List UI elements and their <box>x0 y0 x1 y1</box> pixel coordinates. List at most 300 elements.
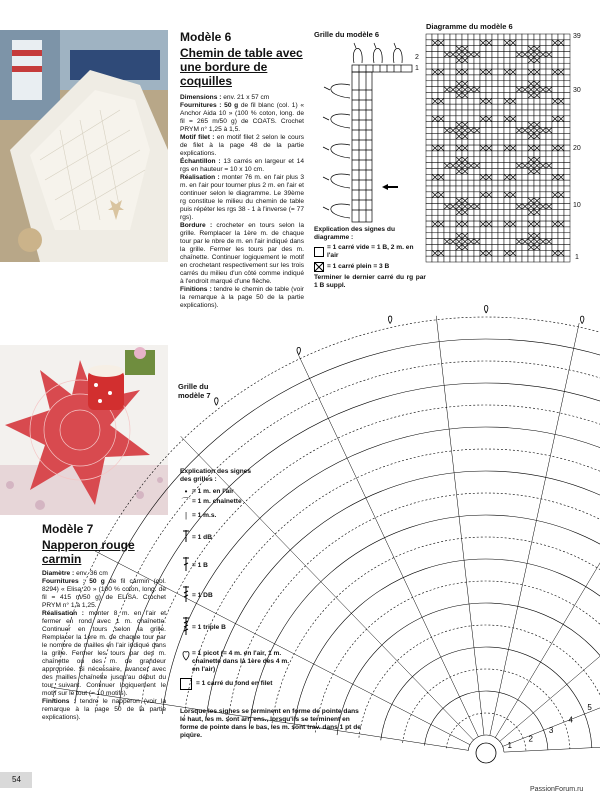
filet-cell <box>498 69 504 75</box>
filet-cell <box>510 122 516 128</box>
filet-cell <box>510 221 516 227</box>
filet-cell <box>504 174 510 180</box>
filet-cell <box>486 174 492 180</box>
filet-cell <box>498 75 504 81</box>
filet-cell <box>522 215 528 221</box>
filet-cell <box>474 40 480 46</box>
filet-cell <box>540 180 546 186</box>
filet-cell <box>522 174 528 180</box>
filet-cell <box>480 244 486 250</box>
picot-mark <box>297 347 300 355</box>
filet-cell <box>468 116 474 122</box>
filet-cell <box>438 46 444 52</box>
filet-cell <box>462 209 468 215</box>
filet-cell <box>480 128 486 134</box>
filet-cell <box>426 133 432 139</box>
filet-cell <box>462 116 468 122</box>
filet-cell <box>504 110 510 116</box>
filet-cell <box>504 180 510 186</box>
filet-cell <box>546 204 552 210</box>
filet-cell <box>426 204 432 210</box>
filet-cell <box>510 128 516 134</box>
legend-dc-text: = 1 B <box>192 561 208 569</box>
filet-cell <box>516 151 522 157</box>
filet-cell <box>510 168 516 174</box>
filet-cell <box>552 81 558 87</box>
filet-cell <box>564 145 570 151</box>
filet-cell <box>564 215 570 221</box>
filet-cell <box>444 163 450 169</box>
filet-cell <box>498 92 504 98</box>
filet-cell <box>546 151 552 157</box>
filet-cell <box>426 250 432 256</box>
filet-cell <box>516 163 522 169</box>
filet-cell <box>450 163 456 169</box>
filet-cell <box>432 168 438 174</box>
filet-cell <box>498 128 504 134</box>
filet-cell <box>558 227 564 233</box>
filet-cell <box>492 145 498 151</box>
filet-cell <box>432 34 438 40</box>
filet-cell <box>498 192 504 198</box>
filet-cell <box>432 198 438 204</box>
picot-mark <box>215 398 218 406</box>
diagram-row-39: 39 <box>573 33 581 40</box>
filet-cell <box>438 180 444 186</box>
filet-cell <box>558 75 564 81</box>
model6-p2-label: Fournitures : 50 g <box>180 102 239 109</box>
legend-filled-text: = 1 carré plein = 3 B <box>327 263 390 270</box>
filet-cell <box>486 204 492 210</box>
round-arc <box>359 625 600 747</box>
filet-cell <box>558 209 564 215</box>
filet-cell <box>486 128 492 134</box>
filet-cell <box>522 75 528 81</box>
filet-cell <box>486 180 492 186</box>
model6-p7-text: tendre le chemin de table (voir la remarque à la page 50 de la partie explications). <box>180 286 304 309</box>
model7-text <box>42 522 166 722</box>
filet-cell <box>510 34 516 40</box>
filet-cell <box>516 116 522 122</box>
diagram-row-10: 10 <box>573 202 581 209</box>
filet-cell <box>528 239 534 245</box>
filet-cell <box>564 40 570 46</box>
filet-cell <box>552 122 558 128</box>
filet-cell <box>474 145 480 151</box>
filet-cell <box>498 87 504 93</box>
filet-cell <box>480 69 486 75</box>
filet-cell <box>444 209 450 215</box>
filet-cell <box>552 174 558 180</box>
round-arc <box>468 735 504 752</box>
filet-cell <box>474 180 480 186</box>
filet-cell <box>480 40 486 46</box>
filet-cell <box>432 163 438 169</box>
filet-cell <box>546 69 552 75</box>
filet-cell <box>564 239 570 245</box>
filet-cell <box>522 69 528 75</box>
filet-cell <box>462 63 468 69</box>
filet-cell <box>474 192 480 198</box>
filet-cell <box>438 63 444 69</box>
filet-cell <box>432 81 438 87</box>
filet-cell <box>540 40 546 46</box>
filet-cell <box>444 98 450 104</box>
round-arc <box>337 603 600 746</box>
filet-cell <box>504 104 510 110</box>
round-arc <box>381 647 592 751</box>
filet-cell <box>426 157 432 163</box>
filet-cell <box>534 110 540 116</box>
filet-cell <box>552 98 558 104</box>
filet-cell <box>510 180 516 186</box>
filet-cell <box>522 256 528 262</box>
filet-cell <box>558 69 564 75</box>
filet-cell <box>522 92 528 98</box>
filet-cell <box>510 104 516 110</box>
model6-p4-text: 13 carrés en largeur et 14 rgs en hauteur = 10 x 10 cm. <box>180 158 304 173</box>
filet-cell <box>504 168 510 174</box>
filet-cell <box>492 192 498 198</box>
filet-cell <box>528 110 534 116</box>
filet-cell <box>498 57 504 63</box>
filet-cell <box>468 57 474 63</box>
filet-cell <box>558 174 564 180</box>
filet-cell <box>492 198 498 204</box>
filet-cell <box>552 92 558 98</box>
filet-cell <box>432 133 438 139</box>
filet-cell <box>444 87 450 93</box>
filet-cell <box>462 244 468 250</box>
filet-cell <box>546 40 552 46</box>
filet-cell <box>546 122 552 128</box>
filet-cell <box>540 239 546 245</box>
filet-cell <box>516 75 522 81</box>
filet-cell <box>462 198 468 204</box>
filet-cell <box>474 104 480 110</box>
filet-cell <box>450 250 456 256</box>
filet-cell <box>516 128 522 134</box>
filet-cell <box>426 239 432 245</box>
filet-cell <box>426 98 432 104</box>
filet-cell <box>492 63 498 69</box>
filet-cell <box>480 204 486 210</box>
filet-cell <box>534 256 540 262</box>
filet-cell <box>450 244 456 250</box>
filet-cell <box>444 180 450 186</box>
filet-cell <box>528 92 534 98</box>
filet-cell <box>528 133 534 139</box>
filet-cell <box>456 139 462 145</box>
filet-cell <box>474 233 480 239</box>
filet-cell <box>522 204 528 210</box>
filet-cell <box>552 198 558 204</box>
model6-p3-text: en motif filet 2 selon le cours de filet à la page 48 de la partie explications. <box>180 134 304 157</box>
filet-cell <box>564 122 570 128</box>
filet-cell <box>480 98 486 104</box>
filet-cell <box>528 215 534 221</box>
filet-cell <box>438 34 444 40</box>
filet-cell <box>528 139 534 145</box>
filet-cell <box>546 174 552 180</box>
filet-cell <box>438 151 444 157</box>
filet-cell <box>480 133 486 139</box>
filet-cell <box>492 256 498 262</box>
filet-cell <box>468 40 474 46</box>
filet-cell <box>504 57 510 63</box>
filet-cell <box>498 122 504 128</box>
filet-cell <box>516 104 522 110</box>
filet-cell <box>486 192 492 198</box>
filet-cell <box>444 104 450 110</box>
filet-cell <box>540 133 546 139</box>
filet-cell <box>558 98 564 104</box>
filet-cell <box>462 227 468 233</box>
filet-cell <box>426 128 432 134</box>
filet-cell <box>504 87 510 93</box>
filet-cell <box>432 250 438 256</box>
filet-cell <box>558 145 564 151</box>
filet-cell <box>534 46 540 52</box>
filet-cell <box>462 57 468 63</box>
filet-cell <box>462 250 468 256</box>
filet-cell <box>450 104 456 110</box>
filet-cell <box>552 250 558 256</box>
filet-cell <box>432 57 438 63</box>
filet-cell <box>426 63 432 69</box>
filet-cell <box>546 34 552 40</box>
filet-cell <box>474 227 480 233</box>
filet-cell <box>480 227 486 233</box>
filet-cell <box>528 104 534 110</box>
filet-cell <box>534 40 540 46</box>
filet-cell <box>540 157 546 163</box>
filet-cell <box>540 198 546 204</box>
filet-cell <box>558 244 564 250</box>
filet-cell <box>522 40 528 46</box>
legend-filet-text: = 1 carré du fond en filet <box>196 680 273 687</box>
filet-cell <box>504 92 510 98</box>
model7-p1-label: Diamètre : <box>42 570 75 577</box>
filet-cell <box>432 221 438 227</box>
filet-cell <box>426 221 432 227</box>
filet-cell <box>558 128 564 134</box>
filet-cell <box>486 256 492 262</box>
filet-cell <box>552 244 558 250</box>
filet-cell <box>468 221 474 227</box>
filet-cell <box>486 110 492 116</box>
filet-cell <box>534 151 540 157</box>
filet-cell <box>546 98 552 104</box>
filet-cell <box>498 221 504 227</box>
filet-cell <box>456 40 462 46</box>
model7-p3-text: monter 8 m. en l'air et fermer en rond avec 1 m. chaînette. Continuer en tours selon la grille. Remplacer la 1ère m. de chaque tour par le nombre de mailles en l'air indiqué dans la grille. Fermer les tours par des m. chaînette ou des m. de grandeur appropriée. Si nécessaire, avancer avec des mailles chaînette jusqu'au début du tour suivant. Continuer logiquement le motif sur le tout (= 10 motifs). <box>42 610 166 697</box>
filet-cell <box>498 46 504 52</box>
filet-cell <box>564 98 570 104</box>
filet-cell <box>510 110 516 116</box>
filet-cell <box>450 69 456 75</box>
filet-cell <box>558 239 564 245</box>
model7-p1-text: env. 36 cm <box>74 570 108 577</box>
filet-cell <box>540 52 546 58</box>
filet-cell <box>558 192 564 198</box>
filet-cell <box>522 46 528 52</box>
filet-cell <box>504 163 510 169</box>
filet-cell <box>456 209 462 215</box>
filet-cell <box>462 87 468 93</box>
filet-cell <box>516 34 522 40</box>
filet-cell <box>456 168 462 174</box>
filet-cell <box>492 133 498 139</box>
filet-cell <box>498 209 504 215</box>
model6-grid-label-2: 2 <box>415 54 419 61</box>
filet-cell <box>510 163 516 169</box>
filet-cell <box>444 40 450 46</box>
filet-cell <box>486 151 492 157</box>
model7-p4-label: Finitions : <box>42 698 76 705</box>
filet-cell <box>462 145 468 151</box>
filet-cell <box>474 98 480 104</box>
filet-cell <box>432 157 438 163</box>
filet-cell <box>468 69 474 75</box>
filet-cell <box>456 87 462 93</box>
filet-cell <box>540 92 546 98</box>
filet-cell <box>498 180 504 186</box>
filet-cell <box>516 145 522 151</box>
model6-text <box>180 30 304 310</box>
filet-cell <box>492 227 498 233</box>
filet-cell <box>552 46 558 52</box>
filet-cell <box>510 227 516 233</box>
filet-cell <box>480 168 486 174</box>
filet-cell <box>528 151 534 157</box>
filet-cell <box>564 34 570 40</box>
filet-cell <box>432 128 438 134</box>
filet-cell <box>468 227 474 233</box>
filet-cell <box>504 63 510 69</box>
filet-cell <box>444 221 450 227</box>
filet-cell <box>528 52 534 58</box>
filet-cell <box>528 186 534 192</box>
filet-cell <box>444 151 450 157</box>
filet-cell <box>540 168 546 174</box>
filet-cell <box>528 244 534 250</box>
filet-cell <box>444 198 450 204</box>
filet-cell <box>516 250 522 256</box>
legend-dtr-text: = 1 triple B <box>192 623 226 631</box>
filet-cell <box>504 46 510 52</box>
filet-cell <box>444 244 450 250</box>
filet-cell <box>450 110 456 116</box>
filet-cell <box>474 122 480 128</box>
filet-cell <box>456 239 462 245</box>
filet-cell <box>522 110 528 116</box>
filet-cell <box>468 122 474 128</box>
filet-cell <box>552 157 558 163</box>
filet-cell <box>546 128 552 134</box>
filet-cell <box>438 57 444 63</box>
filet-cell <box>510 174 516 180</box>
filet-cell <box>546 256 552 262</box>
filet-cell <box>498 227 504 233</box>
filet-cell <box>450 233 456 239</box>
filet-cell <box>528 75 534 81</box>
filet-cell <box>522 133 528 139</box>
filet-cell <box>444 239 450 245</box>
filet-cell <box>438 139 444 145</box>
filet-cell <box>516 180 522 186</box>
filet-cell <box>558 221 564 227</box>
filet-cell <box>522 221 528 227</box>
filet-cell <box>504 139 510 145</box>
filet-cell <box>486 104 492 110</box>
legend-dtr <box>180 617 310 638</box>
filet-cell <box>456 145 462 151</box>
filet-cell <box>516 46 522 52</box>
filet-cell <box>474 110 480 116</box>
filet-cell <box>528 227 534 233</box>
filet-cell <box>450 40 456 46</box>
legend-empty-text: = 1 carré vide = 1 B, 2 m. en l'air <box>327 244 414 259</box>
filet-cell <box>468 34 474 40</box>
filet-cell <box>522 168 528 174</box>
picot-icon <box>180 650 192 663</box>
filet-cell <box>534 116 540 122</box>
filet-cell <box>504 198 510 204</box>
filet-cell <box>498 186 504 192</box>
filet-cell <box>564 227 570 233</box>
filet-cell <box>468 198 474 204</box>
filet-cell <box>480 256 486 262</box>
filet-cell <box>432 139 438 145</box>
filet-cell <box>492 239 498 245</box>
filet-cell <box>564 116 570 122</box>
filet-cell <box>540 69 546 75</box>
filet-cell <box>492 98 498 104</box>
filet-cell <box>462 174 468 180</box>
filet-cell <box>456 186 462 192</box>
filet-cell <box>462 81 468 87</box>
filet-cell <box>558 139 564 145</box>
filet-cell <box>480 209 486 215</box>
filet-cell <box>480 57 486 63</box>
filet-cell <box>468 87 474 93</box>
filet-cell <box>450 168 456 174</box>
filet-cell <box>540 81 546 87</box>
filet-cell <box>522 151 528 157</box>
filet-cell <box>456 174 462 180</box>
filet-cell <box>510 215 516 221</box>
filet-cell <box>444 186 450 192</box>
filet-cell <box>546 227 552 233</box>
filet-cell <box>426 215 432 221</box>
filet-cell <box>552 163 558 169</box>
filet-cell <box>504 145 510 151</box>
filet-cell <box>456 250 462 256</box>
filet-cell <box>540 163 546 169</box>
filet-cell <box>426 244 432 250</box>
filet-cell <box>564 168 570 174</box>
filet-cell <box>534 198 540 204</box>
filet-cell <box>516 52 522 58</box>
filet-cell <box>522 244 528 250</box>
filet-cell <box>456 221 462 227</box>
filet-cell <box>534 227 540 233</box>
filet-cell <box>438 163 444 169</box>
filet-cell <box>474 186 480 192</box>
filet-cell <box>426 139 432 145</box>
filet-cell <box>468 180 474 186</box>
